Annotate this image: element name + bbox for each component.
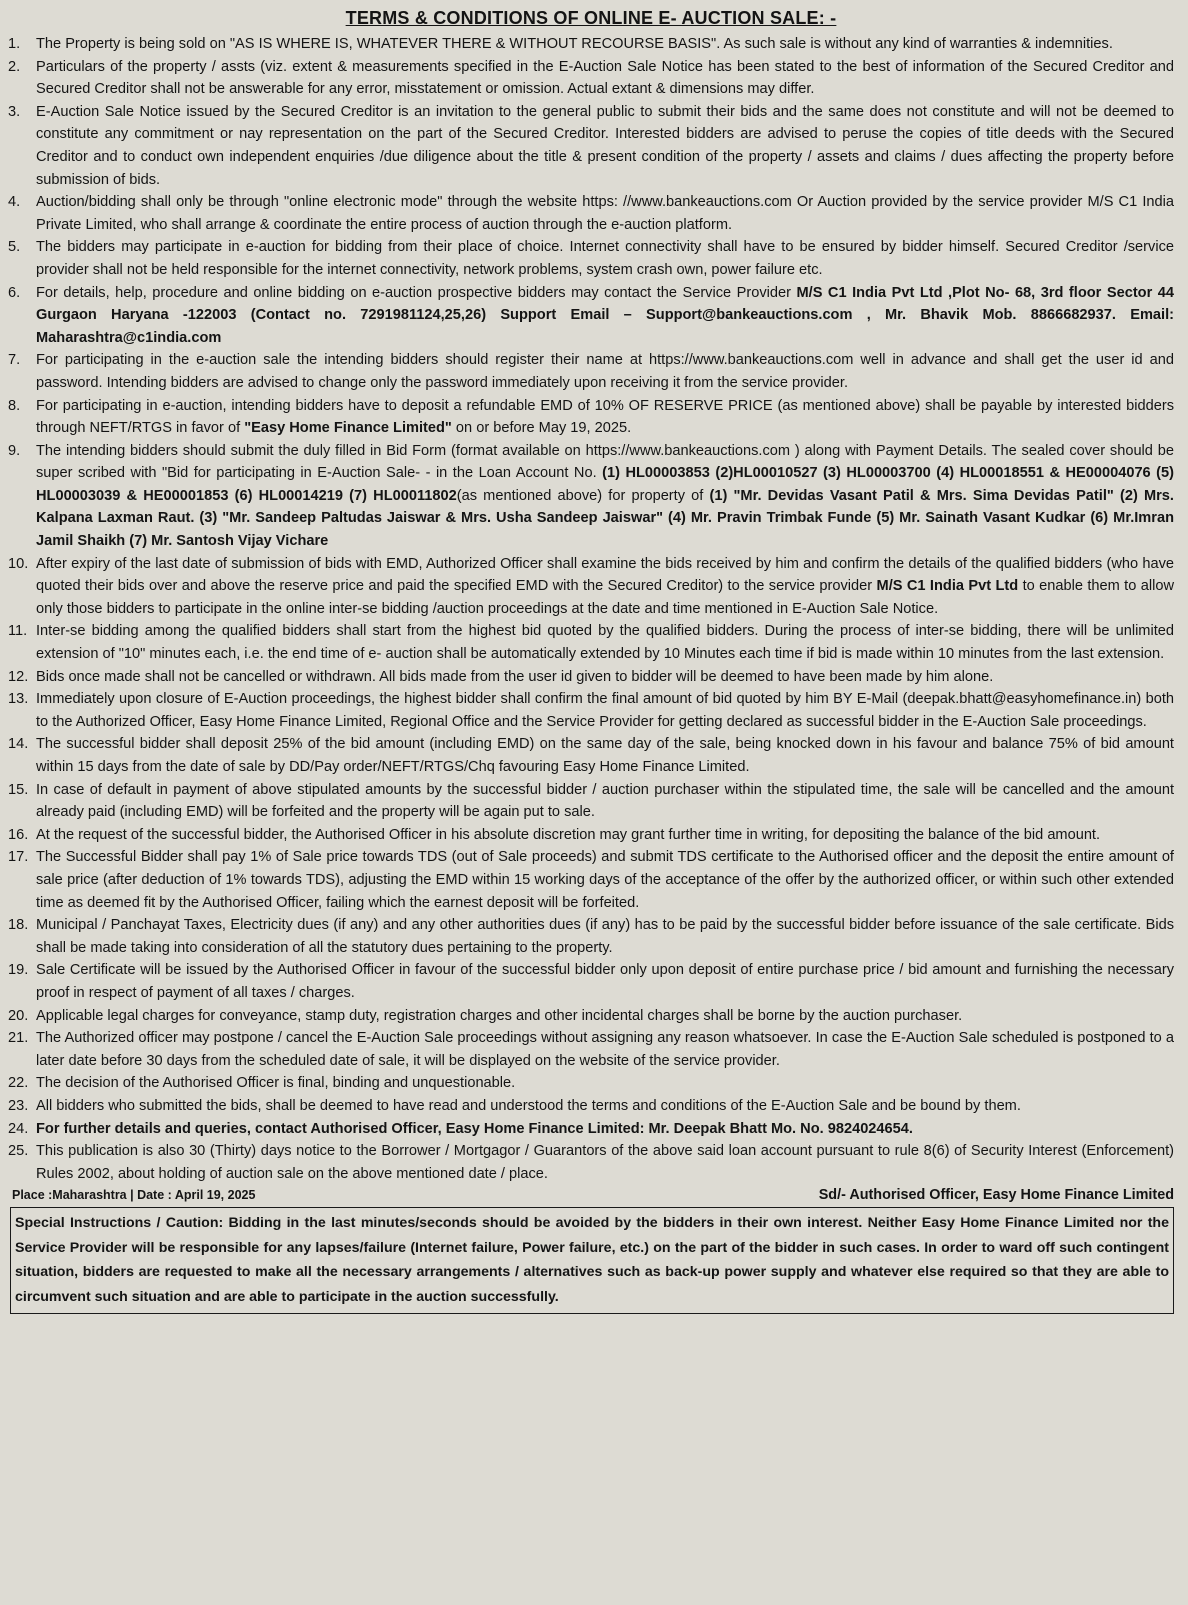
place-date: Place :Maharashtra | Date : April 19, 2025: [12, 1188, 256, 1203]
term-item: [8, 1072, 1174, 1095]
terms-list: [8, 33, 1174, 1185]
term-number: 3.: [8, 103, 21, 120]
term-item: [8, 666, 1174, 689]
term-item: [8, 56, 1174, 101]
term-text: The Authorized officer may postpone / cancel the E-Auction Sale proceedings without assigning any reason whatsoever. In case the E-Auction Sale scheduled is postponed to a later date before 30 days from the scheduled date of sale, it will be displayed on the website of the service provider.: [36, 1030, 1174, 1069]
term-text: At the request of the successful bidder, the Authorised Officer in his absolute discretion may grant further time in writing, for depositing the balance of the bid amount.: [36, 826, 1101, 843]
term-number: 12.: [8, 668, 29, 685]
term-number: 7.: [8, 352, 21, 369]
term-number: 16.: [8, 826, 29, 843]
term-number: 25.: [8, 1143, 29, 1160]
term-item: [8, 959, 1174, 1004]
term-text: Immediately upon closure of E-Auction proceedings, the highest bidder shall confirm the final amount of bid quoted by him BY E-Mail (deepak.bhatt@easyhomefinance.in) both to the Authorized Officer, Easy Home Finance Limited, Regional Office and the Service Provider for getting declared as successful bidder in the E-Auction Sale proceedings.: [36, 691, 1174, 730]
special-instructions-text: Special Instructions / Caution: Bidding in the last minutes/seconds should be avoided by the bidders in their own interest. Neither Easy Home Finance Limited nor the Service Provider will be responsible for any lapses/failure (Internet failure, Power failure, etc.) on the part of the bidder in such cases. In order to ward off such contingent situation, bidders are requested to make all the necessary arrangements / alternatives such as back-up power supply and whatever else required so that they are able to circumvent such situation and are able to participate in the auction successfully.: [15, 1215, 1169, 1306]
term-text: For details, help, procedure and online bidding on e-auction prospective bidders may contact the Service Provider M/S C1 India Pvt Ltd ,Plot No- 68, 3rd floor Sector 44 Gurgaon Haryana -122003 (Contact no. 7291981124,25,26) Support Email – Support@bankeauctions.com , Mr. Bhavik Mob. 8866682937. Email: Maharashtra@c1india.com: [36, 284, 1175, 346]
term-item: [8, 395, 1174, 440]
term-item: [8, 1005, 1174, 1028]
term-number: 15.: [8, 781, 29, 798]
term-number: 10.: [8, 555, 29, 572]
term-text: For participating in e-auction, intending bidders have to deposit a refundable EMD of 10% OF RESERVE PRICE (as mentioned above) shall be payable by interested bidders through NEFT/RTGS in favor of "Easy Home Finance Limited" on or before May 19, 2025.: [36, 397, 1174, 437]
term-text: The successful bidder shall deposit 25% of the bid amount (including EMD) on the same day of the sale, being knocked down in his favour and balance 75% of bid amount within 15 days from the date of sale by DD/Pay order/NEFT/RTGS/Chq favouring Easy Home Finance Limited.: [36, 736, 1174, 775]
term-item: [8, 349, 1174, 394]
term-item: [8, 1118, 1174, 1141]
term-text: After expiry of the last date of submission of bids with EMD, Authorized Officer shall examine the bids received by him and confirm the details of the qualified bidders (who have quoted their bids over and above the reserve price and paid the specified EMD with the Secured Creditor) to the service provider M/S C1 India Pvt Ltd to enable them to allow only those bidders to participate in the online inter-se bidding /auction proceedings at the date and time mentioned in E-Auction Sale Notice.: [36, 555, 1174, 617]
term-text: The bidders may participate in e-auction for bidding from their place of choice. Internet connectivity shall have to be ensured by bidder himself. Secured Creditor /service provider shall not be held responsible for the internet connectivity, network problems, system crash own, power failure etc.: [36, 239, 1174, 278]
term-number: 5.: [8, 239, 21, 256]
term-item: [8, 236, 1174, 281]
notice-heading: TERMS & CONDITIONS OF ONLINE E- AUCTION SALE: -: [345, 8, 837, 28]
term-text: For further details and queries, contact Authorised Officer, Easy Home Finance Limited: Mr. Deepak Bhatt Mo. No. 9824024654.: [36, 1120, 913, 1137]
term-item: [8, 282, 1174, 350]
term-number: 18.: [8, 917, 29, 934]
term-text: The Successful Bidder shall pay 1% of Sale price towards TDS (out of Sale proceeds) and submit TDS certificate to the Authorised officer and the deposit the entire amount of sale price (after deduction of 1% towards TDS), adjusting the EMD within 15 working days of the acceptance of the offer by the authorized officer, or within such other extended time as deemed fit by the Authorised Officer, failing which the earnest deposit will be forfeited.: [36, 849, 1174, 911]
term-number: 1.: [8, 36, 21, 52]
term-text: In case of default in payment of above stipulated amounts by the successful bidder / auction purchaser within the stipulated time, the sale will be cancelled and the amount already paid (including EMD) will be forfeited and the property will be again put to sale.: [36, 781, 1174, 821]
term-item: [8, 846, 1174, 914]
term-number: 9.: [8, 442, 21, 459]
term-text: The decision of the Authorised Officer is final, binding and unquestionable.: [36, 1075, 516, 1092]
term-item: [8, 1095, 1174, 1118]
term-text: Sale Certificate will be issued by the Authorised Officer in favour of the successful bidder only upon deposit of entire purchase price / bid amount and furnishing the necessary proof in respect of payment of all taxes / charges.: [36, 962, 1174, 1001]
term-item: [8, 914, 1174, 959]
term-item: [8, 779, 1174, 824]
term-text: Auction/bidding shall only be through "online electronic mode" through the website https: //www.bankeauctions.com Or Auction provided by the service provider M/S C1 India Private Limited, who shall arrange & coordinate the entire process of auction through the e-auction platform.: [36, 194, 1174, 233]
term-item: [8, 620, 1174, 665]
term-number: 14.: [8, 736, 29, 753]
term-number: 13.: [8, 691, 29, 708]
term-item: [8, 101, 1174, 191]
term-text: E-Auction Sale Notice issued by the Secured Creditor is an invitation to the general public to submit their bids and the same does not constitute and will not be deemed to constitute any commitment or nay representation on the part of the Secured Creditor. Interested bidders are advised to peruse the copies of title deeds with the Secured Creditor and to conduct own independent enquiries /due diligence about the title & present condition of the property / assets and claims / dues affecting the property before submission of bids.: [36, 103, 1174, 188]
term-text: All bidders who submitted the bids, shall be deemed to have read and understood the terms and conditions of the E-Auction Sale and be bound by them.: [36, 1097, 1021, 1114]
special-instructions-box: [10, 1207, 1174, 1313]
term-text: Bids once made shall not be cancelled or withdrawn. All bids made from the user id given to bidder will be deemed to have been made by him alone.: [36, 668, 994, 685]
term-number: 24.: [8, 1120, 29, 1137]
term-text: Municipal / Panchayat Taxes, Electricity dues (if any) and any other authorities dues (if any) has to be paid by the successful bidder before issuance of the sale certificate. Bids shall be made taking into consideration of all the statutory dues pertaining to the property.: [36, 917, 1174, 956]
signature-row: [8, 1187, 1174, 1203]
term-number: 2.: [8, 58, 21, 75]
term-item: [8, 1027, 1174, 1072]
term-text: This publication is also 30 (Thirty) days notice to the Borrower / Mortgagor / Guarantors of the above said loan account pursuant to rule 8(6) of Security Interest (Enforcement) Rules 2002, about holding of auction sale on the above mentioned date / place.: [36, 1143, 1174, 1182]
term-number: 19.: [8, 962, 29, 979]
term-item: [8, 33, 1174, 56]
term-number: 17.: [8, 849, 29, 866]
term-text: Applicable legal charges for conveyance, stamp duty, registration charges and other incidental charges shall be borne by the auction purchaser.: [36, 1007, 963, 1024]
term-item: [8, 440, 1174, 553]
term-item: [8, 824, 1174, 847]
term-text: Particulars of the property / assts (viz. extent & measurements specified in the E-Auction Sale Notice has been stated to the best of information of the Secured Creditor and Secured Creditor shall not be answerable for any error, misstatement or omission. Actual extant & dimensions may differ.: [36, 58, 1174, 98]
term-number: 8.: [8, 397, 21, 414]
term-item: [8, 733, 1174, 778]
term-text: The Property is being sold on "AS IS WHERE IS, WHATEVER THERE & WITHOUT RECOURSE BASIS". As such sale is without any kind of warranties & indemnities.: [36, 36, 1113, 52]
term-number: 22.: [8, 1075, 29, 1092]
term-number: 21.: [8, 1030, 29, 1047]
term-number: 20.: [8, 1007, 29, 1024]
term-number: 6.: [8, 284, 21, 301]
term-item: [8, 191, 1174, 236]
term-item: [8, 688, 1174, 733]
term-text: The intending bidders should submit the duly filled in Bid Form (format available on https://www.bankeauctions.com ) along with Payment Details. The sealed cover should be super scribed with "Bid for participating in E-Auction Sale- - in the Loan Account No. (1) HL00003853 (2)HL00010527 (3) HL00003700 (4) HL00018551 & HE00004076 (5) HL00003039 & HE00001853 (6) HL00014219 (7) HL00011802(as mentioned above) for property of (1) "Mr. Devidas Vasant Patil & Mrs. Sima Devidas Patil" (2) Mrs. Kalpana Laxman Raut. (3) "Mr. Sandeep Paltudas Jaiswar & Mrs. Usha Sandeep Jaiswar" (4) Mr. Pravin Trimbak Funde (5) Mr. Sainath Vasant Kudkar (6) Mr.Imran Jamil Shaikh (7) Mr. Santosh Vijay Vichare: [36, 442, 1175, 550]
term-text: Inter-se bidding among the qualified bidders shall start from the highest bid quoted by the qualified bidders. During the process of inter-se bidding, there will be unlimited extension of "10" minutes each, i.e. the end time of e- auction shall be automatically extended by 10 Minutes each time if bid is made within 10 minutes from the last extension.: [36, 623, 1174, 663]
term-item: [8, 553, 1174, 621]
signatory: Sd/- Authorised Officer, Easy Home Finance Limited: [818, 1187, 1174, 1204]
term-number: 23.: [8, 1097, 29, 1114]
term-item: [8, 1140, 1174, 1185]
term-number: 11.: [8, 623, 28, 640]
term-text: For participating in the e-auction sale the intending bidders should register their name at https://www.bankeauctions.com well in advance and shall get the user id and password. Intending bidders are advised to change only the password immediately upon receiving it from the service provider.: [36, 352, 1174, 391]
term-number: 4.: [8, 194, 21, 211]
